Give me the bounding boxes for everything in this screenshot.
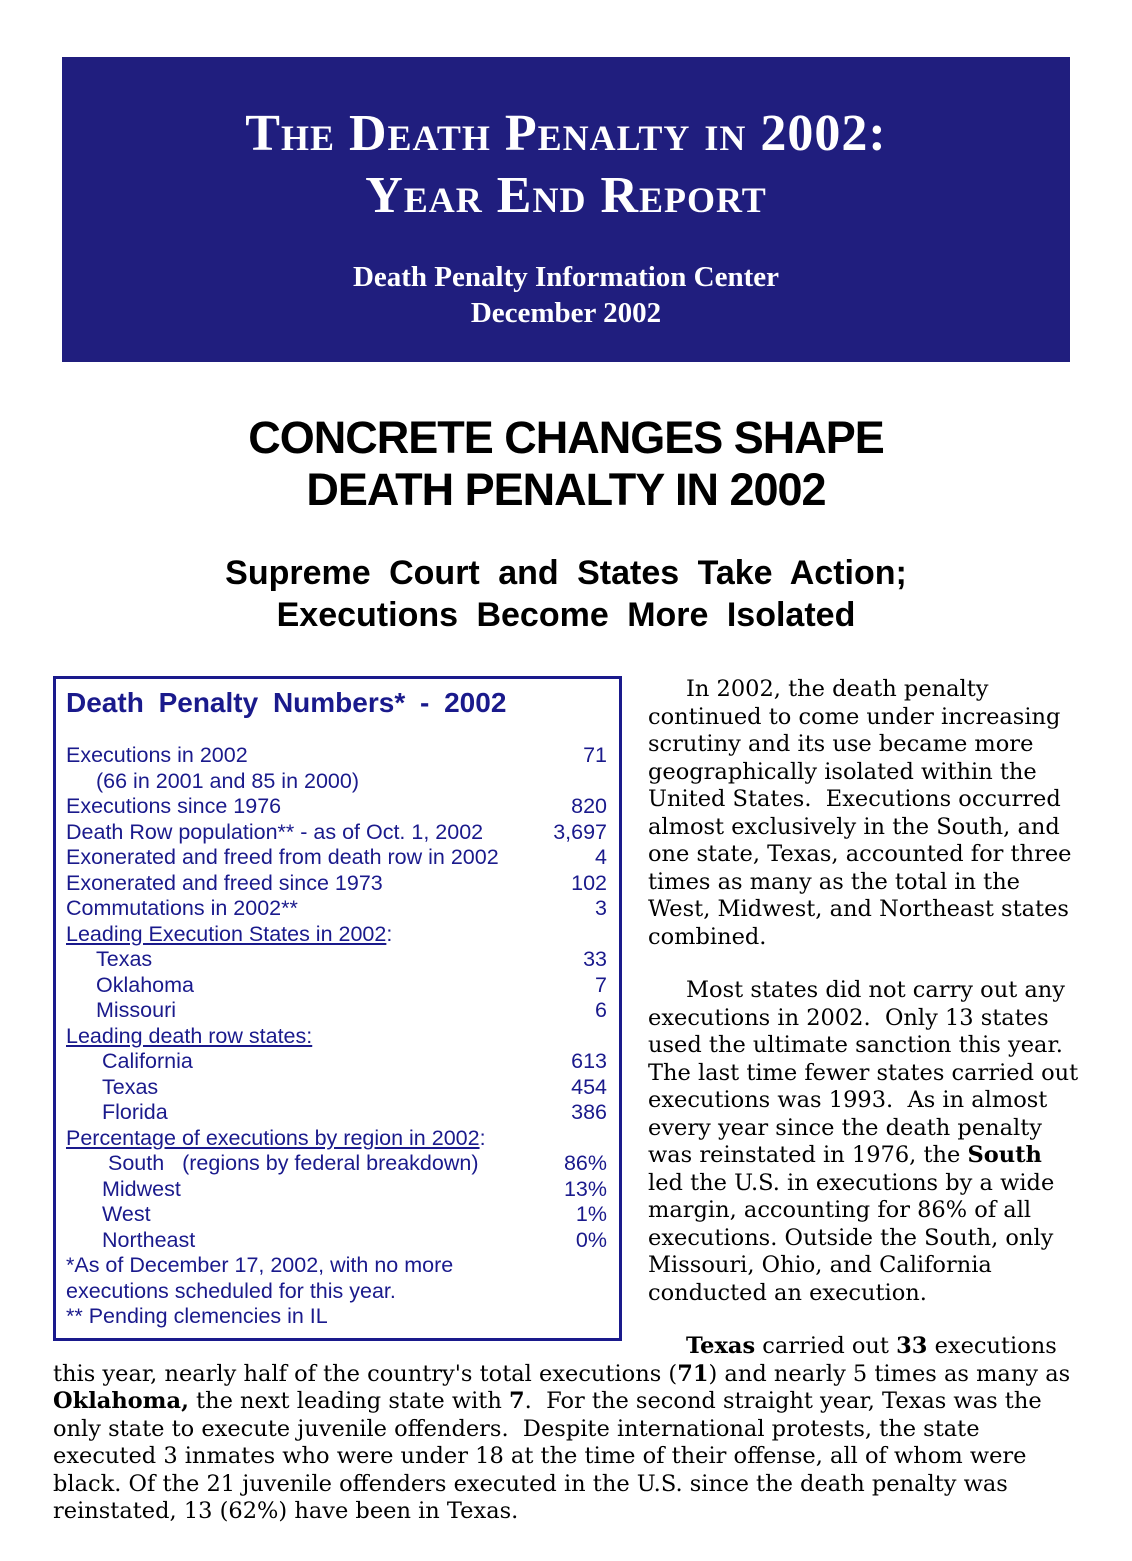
- stats-row-label: Percentage of executions by region in 2002:: [66, 1125, 486, 1150]
- stats-footnote-line: *As of December 17, 2002, with no more: [66, 1253, 454, 1277]
- stats-row-label: Midwest: [102, 1176, 181, 1201]
- report-title-banner: [62, 57, 1070, 362]
- stats-row: [66, 794, 607, 820]
- stats-row-value: 6: [595, 998, 607, 1022]
- stats-row-value: 3,697: [553, 819, 607, 844]
- body-paragraph: Texas carried out 33 executions this year, nearly half of the country's total executions (71) and nearly 5 times as many as Oklahoma, the next leading state with 7. For the second straight year, Texas was the only state to execute juvenile offenders. Despite international protests, the state executed 3 inmates who were under 18 at the time of their offense, all of whom were black. Of the 21 juvenile offenders executed in the U.S. since the death penalty was reinstated, 13 (62%) have been in Texas.: [53, 1333, 1071, 1524]
- stats-row: [66, 1177, 607, 1203]
- stats-row-value: 86%: [563, 1151, 607, 1175]
- stats-row-value: 0%: [575, 1227, 607, 1252]
- stats-row-label: Exonerated and freed from death row in 2002: [66, 845, 499, 869]
- stats-row: [66, 871, 607, 897]
- stats-row-label: Leading Execution States in 2002:: [66, 921, 393, 946]
- stats-row-value: 3: [595, 896, 607, 920]
- report-org: Death Penalty Information Center: [352, 261, 780, 293]
- page-content: [53, 676, 1079, 1526]
- stats-row-value: 7: [595, 972, 607, 997]
- main-headline: [0, 412, 1132, 516]
- stats-row-label: Death Row population** - as of Oct. 1, 2002: [66, 819, 484, 844]
- body-paragraph: Most states did not carry out any executions in 2002. Only 13 states used the ultimate sanction this year. The last time fewer states carried out executions was 1993. As in almost every year since the death penalty was reinstated in 1976, the South led the U.S. in executions by a wide margin, accounting for 86% of all executions. Outside the South, only Missouri, Ohio, and California conducted an execution.: [648, 977, 1079, 1306]
- stats-row-label: Executions since 1976: [66, 794, 282, 818]
- stats-row-label: California: [102, 1049, 193, 1073]
- stats-row-value: 102: [571, 870, 607, 895]
- sub-headline-line2: Executions Become More Isolated: [276, 596, 856, 634]
- stats-row-label: Commutations in 2002**: [66, 896, 298, 920]
- stats-row: [66, 743, 607, 769]
- report-title-line1: The Death Penalty in 2002:: [245, 105, 887, 162]
- stats-row-value: 454: [571, 1074, 607, 1099]
- stats-row-label: Oklahoma: [96, 972, 194, 997]
- stats-row: [66, 1228, 607, 1254]
- stats-row: [66, 973, 607, 999]
- stats-row-label: Executions in 2002: [66, 743, 248, 767]
- stats-section-heading: [66, 1024, 607, 1050]
- death-penalty-numbers-box: [53, 676, 622, 1341]
- stats-footnote-line: ** Pending clemencies in IL: [66, 1304, 328, 1328]
- body-paragraph: In 2002, the death penalty continued to come under increasing scrutiny and its use became more geographically isolated within the United States. Executions occurred almost exclusively in the South, and one state, Texas, accounted for three times as many as the total in the West, Midwest, and Northeast states combined.: [648, 676, 1072, 950]
- stats-footnotes: [66, 1253, 607, 1330]
- stats-section-heading: [66, 1126, 607, 1152]
- stats-row: [66, 1151, 607, 1177]
- stats-section-heading: [66, 922, 607, 948]
- main-headline-line2: DEATH PENALTY IN 2002: [306, 464, 826, 515]
- stats-row-label: Florida: [102, 1100, 168, 1124]
- stats-row-label: Texas: [102, 1074, 159, 1099]
- stats-row-label: South (regions by federal breakdown): [108, 1151, 479, 1175]
- stats-row-label: Northeast: [102, 1227, 196, 1252]
- stats-row-value: 33: [583, 947, 607, 971]
- report-title-line2: Year End Report: [365, 167, 767, 224]
- stats-box-title: Death Penalty Numbers* - 2002: [66, 687, 507, 718]
- stats-row-value: 820: [571, 794, 607, 818]
- stats-row-value: 71: [583, 743, 607, 767]
- stats-row-label: Missouri: [96, 998, 177, 1022]
- stats-row-value: 13%: [563, 1176, 607, 1201]
- stats-row: [66, 769, 607, 795]
- stats-row: [66, 947, 607, 973]
- stats-row-label: Leading death row states:: [66, 1023, 313, 1048]
- stats-row: [66, 1075, 607, 1101]
- stats-row: [66, 1202, 607, 1228]
- stats-row: [66, 820, 607, 846]
- stats-row-value: 613: [571, 1049, 607, 1073]
- stats-row: [66, 1049, 607, 1075]
- sub-headline-line1: Supreme Court and States Take Action;: [225, 554, 907, 592]
- stats-row: [66, 1100, 607, 1126]
- stats-row-label: Exonerated and freed since 1973: [66, 870, 383, 895]
- stats-row-value: 4: [595, 845, 607, 869]
- stats-row-value: 1%: [575, 1202, 607, 1226]
- report-org-block: [62, 259, 1070, 331]
- stats-row-label: (66 in 2001 and 85 in 2000): [96, 768, 359, 793]
- stats-row: [66, 845, 607, 871]
- main-headline-line1: CONCRETE CHANGES SHAPE: [248, 412, 884, 463]
- stats-row-value: 386: [571, 1100, 607, 1124]
- stats-row: [66, 998, 607, 1024]
- stats-rows: [66, 743, 607, 1253]
- report-date: December 2002: [470, 297, 662, 329]
- stats-row: [66, 896, 607, 922]
- sub-headline: [0, 552, 1132, 636]
- stats-row-label: West: [102, 1202, 151, 1226]
- stats-row-label: Texas: [96, 947, 153, 971]
- report-title: [62, 103, 1070, 227]
- stats-footnote-line: executions scheduled for this year.: [66, 1278, 396, 1303]
